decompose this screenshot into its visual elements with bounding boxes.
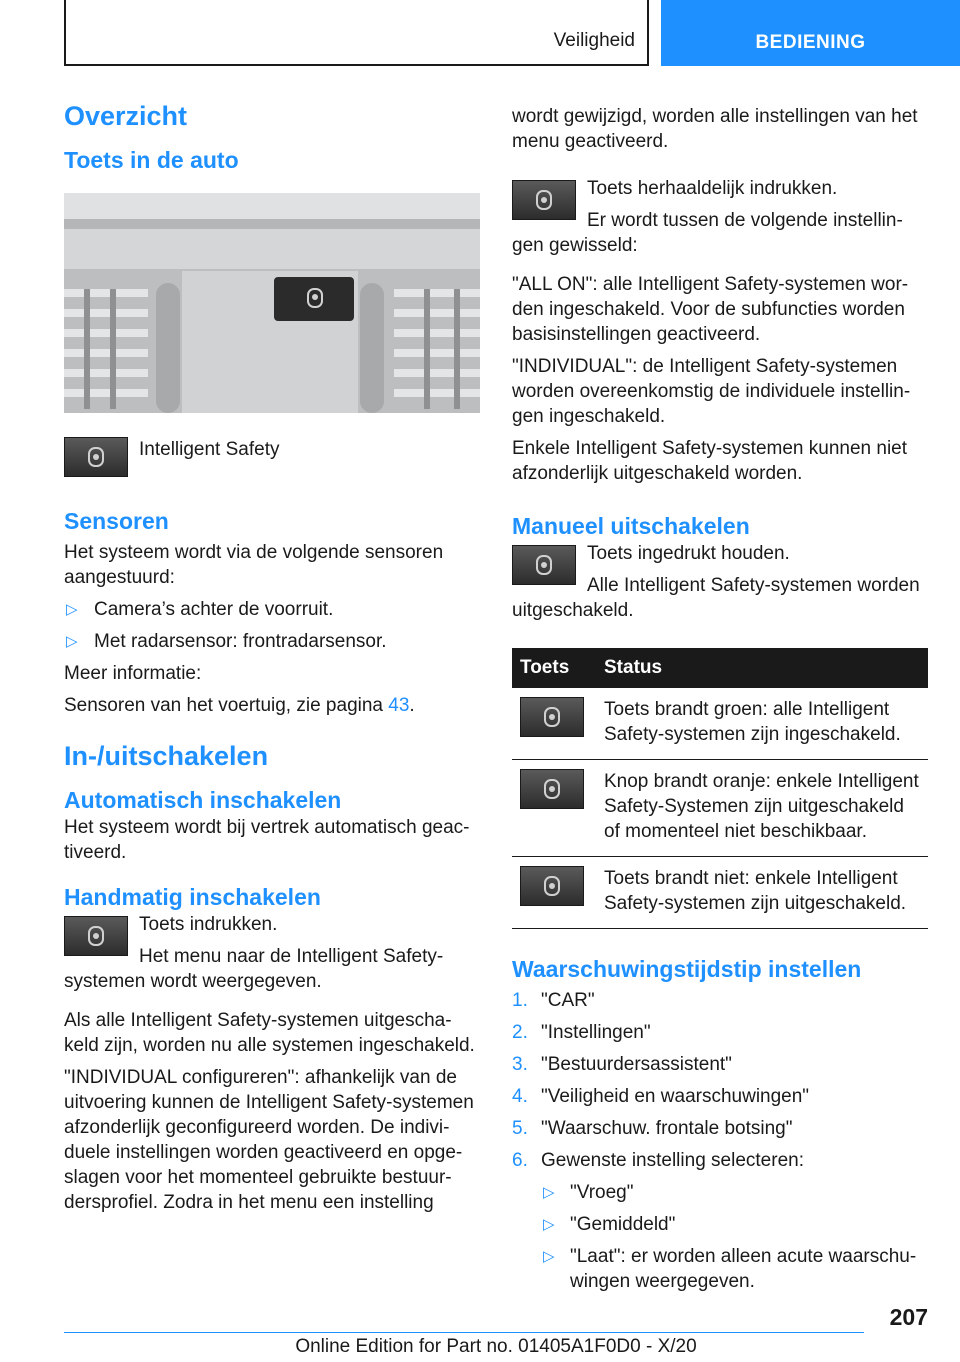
header-section-box [64, 0, 649, 66]
page-43-link[interactable]: 43 [388, 694, 410, 716]
intelligent-safety-button-icon [64, 437, 128, 477]
manueel-row [512, 541, 928, 630]
heading-toets-in-de-auto: Toets in de auto [64, 147, 239, 174]
left-column [64, 100, 480, 1222]
heading-in-uitschakelen: In-/uitschakelen [64, 740, 269, 771]
heading-manueel-uitschakelen: Manueel uitschakelen [512, 513, 750, 539]
sensoren-reference-text: Sensoren van het voertuig, zie pagina [64, 694, 383, 716]
manueel-step-2: Alle Intelligent Safety-systemen worden uitgeschakeld. [512, 574, 920, 621]
column-header-status: Status [596, 648, 928, 688]
manueel-step-1: Toets ingedrukt houden. [587, 542, 790, 564]
continued-text: wordt gewijzigd, worden alle instellingen van het menu geactiveerd. [512, 106, 918, 152]
heading-sensoren: Sensoren [64, 508, 169, 535]
header-section-title: Veiligheid [553, 30, 635, 51]
handmatig-text-4: "INDIVIDUAL configureren": afhankelijk van de uitvoering kunnen de Intelligent Safety-systemen afzonderlijk geconfigureerd worden. De individuele instellingen worden geactiveerd en opgeslagen voor het momenteel gebruikte bestuurdersprofiel. Zodra in het menu een instelling [64, 1066, 474, 1213]
car-dashboard-photo [64, 193, 480, 413]
intelligent-safety-button-icon [64, 916, 128, 956]
status-cell: Toets brandt groen: alle Intelligent Safety-systemen zijn ingeschakeld. [596, 688, 928, 760]
handmatig-row [64, 912, 480, 1001]
individual-text: "INDIVIDUAL": de Intelligent Safety-systemen worden overeenkomstig de individuele instellingen ingeschakeld. [512, 356, 911, 427]
sensor-bullet: ▷ Camera’s achter de voorruit. [64, 597, 480, 622]
heading-overzicht: Overzicht [64, 101, 188, 131]
status-cell: Knop brandt oranje: enkele Intelligent Safety-Systemen zijn uitgeschakeld of momenteel niet beschikbaar. [596, 759, 928, 856]
intelligent-safety-button-icon [512, 180, 576, 220]
heading-automatisch-inschakelen: Automatisch inschakelen [64, 787, 342, 814]
automatisch-text: Het systeem wordt bij vertrek automatisch geactiveerd. [64, 817, 470, 864]
list-item: 4. "Veiligheid en waarschuwingen" [512, 1085, 810, 1107]
header-chapter-title: BEDIENING [755, 32, 866, 53]
herhaaldelijk-row [512, 176, 928, 265]
handmatig-step-2: Het menu naar de Intelligent Safety-systemen wordt weergegeven. [64, 945, 444, 992]
page-number: 207 [889, 1304, 928, 1330]
sensoren-text: Het systeem wordt via de volgende sensoren aangestuurd: [64, 541, 444, 588]
status-table [512, 648, 928, 929]
intelligent-safety-row [64, 433, 480, 481]
sub-list-item: ▷ "Vroeg" [512, 1180, 928, 1205]
heading-handmatig-inschakelen: Handmatig inschakelen [64, 884, 321, 911]
list-item: 6. Gewenste instelling selecteren: [512, 1149, 804, 1171]
herhaaldelijk-step-1: Toets herhaaldelijk indrukken. [587, 178, 838, 199]
table-row [512, 688, 928, 760]
header-chapter-tab [661, 0, 960, 66]
status-table-header [512, 648, 928, 688]
footer-edition-text: Online Edition for Part no. 01405A1F0D0 - X/20 [295, 1336, 697, 1357]
list-item: 3. "Bestuurdersassistent" [512, 1053, 732, 1075]
herhaaldelijk-step-2: Er wordt tussen de volgende instellingen gewisseld: [512, 210, 903, 256]
table-row [512, 759, 928, 856]
handmatig-step-1: Toets indrukken. [139, 913, 278, 935]
all-on-text: "ALL ON": alle Intelligent Safety-systemen worden ingeschakeld. Voor de subfuncties worden basisinstellingen geactiveerd. [512, 274, 909, 345]
list-item: 5. "Waarschuw. frontale botsing" [512, 1117, 793, 1139]
intelligent-safety-label: Intelligent Safety [139, 439, 280, 461]
list-item: 2. "Instellingen" [512, 1021, 651, 1043]
handmatig-text-3: Als alle Intelligent Safety-systemen uitgeschakeld zijn, worden nu alle systemen ingeschakeld. [64, 1009, 475, 1056]
sub-list-item: ▷ "Laat": er worden alleen acute waarschuwingen weergegeven. [512, 1244, 928, 1294]
sensor-bullet: ▷ Met radarsensor: frontradarsensor. [64, 629, 480, 654]
right-column [512, 104, 928, 1301]
enkele-text: Enkele Intelligent Safety-systemen kunnen niet afzonderlijk uitgeschakeld worden. [512, 438, 908, 484]
button-orange-icon [520, 769, 584, 809]
heading-waarschuwingstijdstip: Waarschuwingstijdstip instellen [512, 955, 862, 982]
column-header-toets: Toets [512, 648, 596, 688]
sensoren-reference: Sensoren van het voertuig, zie pagina 43. [64, 694, 415, 716]
button-off-icon [520, 866, 584, 906]
footer-divider [64, 1332, 864, 1333]
status-cell: Toets brandt niet: enkele Intelligent Safety-systemen zijn uitgeschakeld. [596, 856, 928, 928]
meer-informatie: Meer informatie: [64, 662, 202, 684]
button-green-icon [520, 697, 584, 737]
intelligent-safety-button-icon [512, 545, 576, 585]
list-item: 1. "CAR" [512, 989, 595, 1011]
table-row [512, 856, 928, 928]
sub-list-item: ▷ "Gemiddeld" [512, 1212, 928, 1237]
